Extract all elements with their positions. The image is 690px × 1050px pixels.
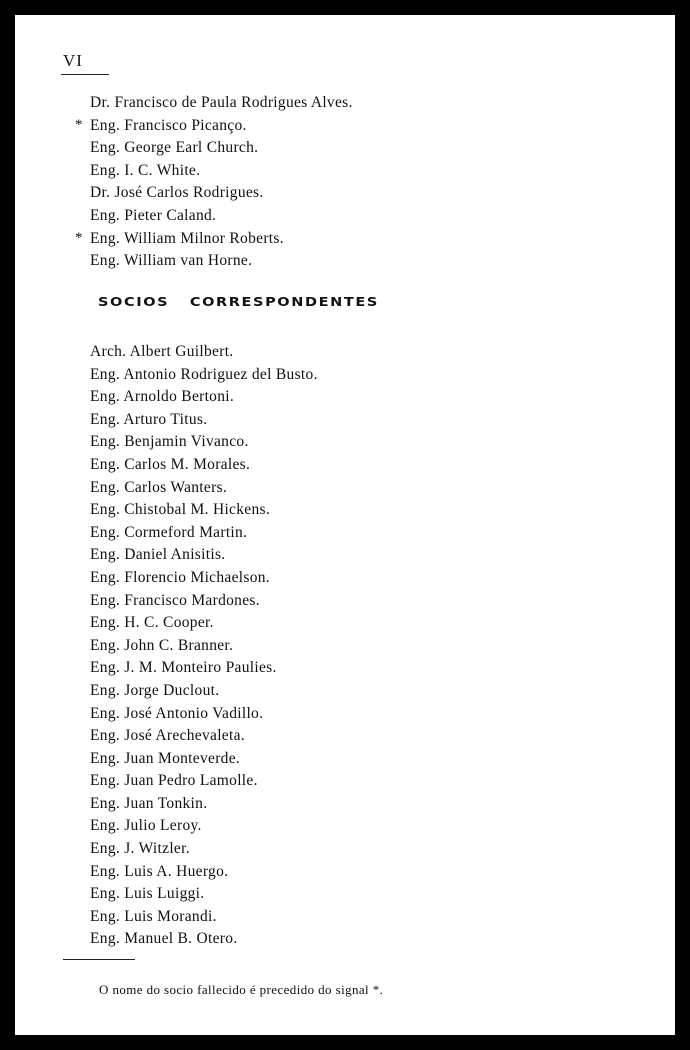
- list-item: [75, 228, 353, 251]
- list-item: Eng. Chistobal M. Hickens.: [90, 501, 271, 519]
- list-item: [90, 250, 353, 273]
- member-name: Eng. Francisco Picanço.: [90, 116, 247, 134]
- list-item: Eng. H. C. Cooper.: [90, 614, 214, 632]
- member-name: Eng. William Milnor Roberts.: [90, 229, 284, 247]
- list-item: Eng. Juan Tonkin.: [90, 794, 208, 812]
- list-item: Eng. Carlos Wanters.: [90, 478, 228, 496]
- member-name: Eng. I. C. White.: [90, 161, 201, 179]
- list-item: [90, 92, 353, 115]
- list-item: Eng. Cormeford Martin.: [90, 523, 248, 541]
- document-page: [15, 15, 675, 1035]
- list-item: Eng. Jorge Duclout.: [90, 681, 220, 699]
- deceased-marker: *: [75, 116, 83, 133]
- member-name: Dr. Francisco de Paula Rodrigues Alves.: [90, 94, 353, 111]
- honorary-members-list: [75, 92, 353, 273]
- page-number-rule: [61, 74, 109, 75]
- list-item: Eng. Juan Monteverde.: [90, 749, 241, 767]
- list-item: Eng. Luis Morandi.: [90, 907, 217, 925]
- list-item: Eng. J. Witzler.: [90, 840, 190, 858]
- list-item: [90, 182, 353, 205]
- correspondent-members-list: [90, 341, 318, 951]
- list-item: Eng. Benjamin Vivanco.: [90, 433, 249, 451]
- list-item: Eng. Arturo Titus.: [90, 410, 208, 428]
- list-item: [90, 160, 353, 183]
- list-item: Eng. Juan Pedro Lamolle.: [90, 772, 258, 790]
- list-item: Eng. Francisco Mardones.: [90, 591, 260, 609]
- page-number: VI: [63, 51, 83, 70]
- member-name: Eng. George Earl Church.: [90, 139, 259, 157]
- list-item: Eng. Carlos M. Morales.: [90, 455, 251, 473]
- member-name: Dr. José Carlos Rodrigues.: [90, 184, 264, 202]
- list-item: [75, 115, 353, 138]
- list-item: Eng. Florencio Michaelson.: [90, 568, 270, 586]
- list-item: Eng. J. M. Monteiro Paulies.: [90, 659, 277, 677]
- list-item: [90, 205, 353, 228]
- member-name: Eng. William van Horne.: [90, 252, 253, 270]
- list-item: [90, 137, 353, 160]
- list-item: Eng. Arnoldo Bertoni.: [90, 388, 235, 406]
- section-title: SOCIOS CORRESPONDENTES: [98, 296, 379, 310]
- list-item: Eng. John C. Branner.: [90, 636, 234, 654]
- list-item: Eng. José Arechevaleta.: [90, 727, 245, 745]
- list-item: Eng. Luis A. Huergo.: [90, 862, 229, 880]
- list-item: Eng. José Antonio Vadillo.: [90, 704, 264, 722]
- list-item: Eng. Antonio Rodriguez del Busto.: [90, 365, 318, 383]
- list-item: Eng. Manuel B. Otero.: [90, 930, 238, 948]
- footnote-rule: [63, 959, 135, 960]
- list-item: Eng. Julio Leroy.: [90, 817, 202, 835]
- list-item: Eng. Daniel Anisitis.: [90, 546, 226, 564]
- member-name: Eng. Pieter Caland.: [90, 206, 217, 224]
- list-item: Eng. Luis Luiggi.: [90, 885, 205, 903]
- deceased-marker: *: [75, 229, 83, 246]
- footnote: O nome do socio fallecido é precedido do signal *.: [99, 982, 384, 997]
- list-item: Arch. Albert Guilbert.: [90, 343, 234, 360]
